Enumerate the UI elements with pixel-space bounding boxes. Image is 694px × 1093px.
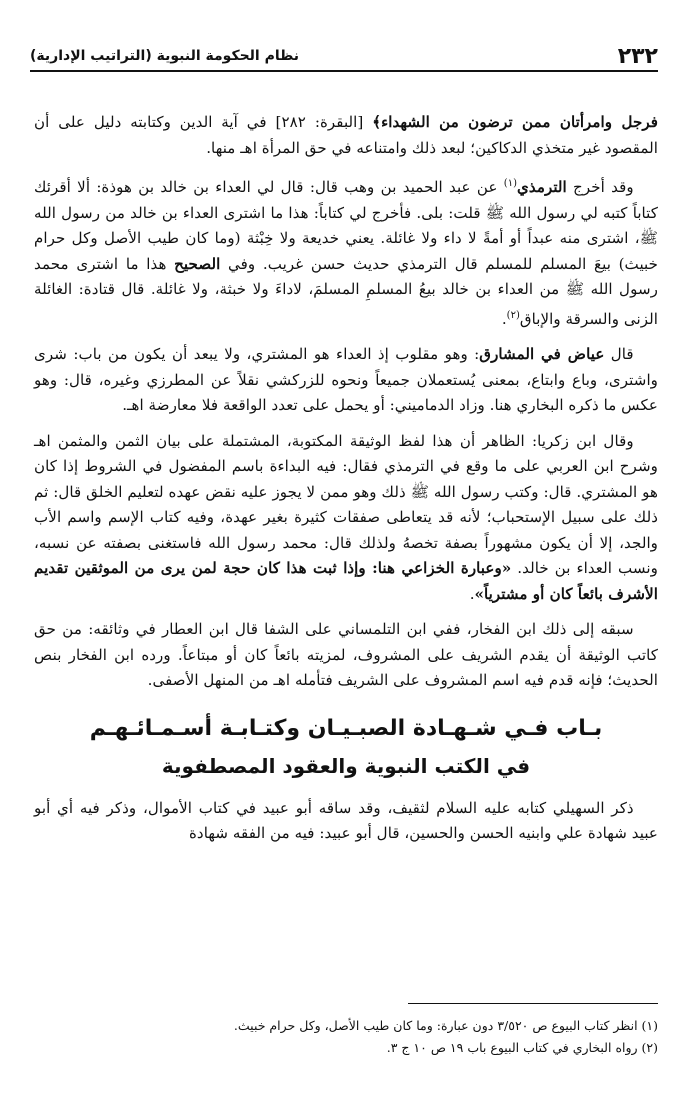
bold-quote: «وعبارة الخزاعي هنا: وإذا ثبت هذا كان حجة لمن يرى من الموثقين تقديم الأشرف بائعاً كان أو مشترياً»: [34, 559, 658, 603]
footnote-ref: (١): [503, 178, 517, 189]
bold-term: الصحيح: [174, 254, 221, 273]
paragraph: سبقه إلى ذلك ابن الفخار، ففي ابن التلمساني على الشفا قال ابن العطار في وثائقه: من حق كاتب الوثيقة أن يقدم الشريف على المشروف، لمزيته بائعاً كان أو مبتاعاً. ورده ابن الفخار بنص الحديث؛ فإنه قدم فيه اسم المشروف على الشريف فتأمله اهـ من المنهل الأصفى.: [34, 620, 658, 690]
heading-line-2: في الكتب النبوية والعقود المصطفوية: [161, 753, 531, 778]
running-title: نظام الحكومة النبوية (التراتيب الإدارية): [30, 48, 300, 64]
paragraph-text: [البقرة: ٢٨٢] في آية الدين وكتابته دليل على أن المقصود غير متخذي الدكاكين؛ لبعد ذلك وامتناعه في حق المرأة اهـ منها.: [34, 113, 658, 157]
footnote-2: (٢) رواه البخاري في كتاب البيوع باب ١٩ ص ١٠ ج ٣.: [386, 1040, 658, 1055]
footnotes: [34, 1015, 658, 1059]
paragraph-text: : وهو مقلوب إذ العداء هو المشتري، ولا يبعد أن يكون من باب: شرى واشترى، وباع وابتاع، بمعنى يُستعملان جميعاً ونحوه للزركشي نقلاً عن المطرزي وغيره، قال: وهو عكس ما ذكره البخاري هنا. وزاد الدماميني: أو يحمل على تعدد الواقعة فلا معارضة اهـ.: [34, 345, 658, 415]
bold-term: الترمذي: [516, 178, 567, 197]
paragraph-text: قال: [604, 345, 634, 364]
page-body: [34, 110, 658, 857]
paragraph-text: .: [469, 584, 475, 603]
paragraph-text: وقد أخرج: [566, 178, 634, 197]
section-heading: [34, 710, 658, 784]
paragraph: [34, 429, 658, 608]
paragraph-text: هذا ما اشترى محمد رسول الله ﷺ من العداء بن خالد بيعُ المسلمِ المسلمَ، لاداءَ ولا خبثة، ولا غائلة. قال قتادة: الغائلة الزنى والسرقة والإباق: [34, 254, 658, 328]
paragraph: ذكر السهيلي كتابه عليه السلام لثقيف، وقد ساقه أبو عبيد في كتاب الأموال، وذكر فيه أي أبو عبيد شهادة علي وابنيه الحسن والحسين، قال أبو عبيد: فيه من الفقه شهادة: [34, 798, 658, 843]
page-header: [30, 42, 658, 72]
footnote-ref: (٢): [506, 309, 520, 321]
bold-term: عياض في المشارق: [479, 345, 605, 364]
paragraph: [34, 110, 658, 161]
paragraph-text: وقال ابن زكريا: الظاهر أن هذا لفظ الوثيقة المكتوبة، المشتملة على بيان الثمن والمثمن اهـ وشرح ابن العربي على ما وقع في الترمذي فقال: فيه البداءة باسم المفضول في الشروط إذا كان هو المشتري. قال: وكتب رسول الله ﷺ ذلك وهو ممن لا يجوز عليه نقض عهده لتعليم الخلق قال: ثم ذلك على سبيل الإستحباب؛ لأنه قد يتعاطى صفقات كثيرة بغير عهدة، وفيه كتاب الإسم واسم الأب والجد، إلا أن يكون مشهوراً بصفة تخصهُ ولذلك قال: محمد رسول الله فاستغنى بصفته عن نسبه، ونسب العداء بن خالد.: [34, 431, 658, 578]
footnote-1: (١) انظر كتاب البيوع ص ٣/٥٢٠ دون عبارة: وما كان طيب الأصل، وكل حرام خبيث.: [233, 1018, 658, 1033]
page-number: ٢٣٢: [617, 43, 658, 69]
paragraph: [34, 342, 658, 419]
footnote-divider: [408, 1003, 658, 1004]
quran-quote: فرجل وامرأتان ممن ترضون من الشهداء﴾: [372, 113, 658, 131]
paragraph-text: عن عبد الحميد بن وهب قال: قال لي العداء بن خالد بن هوذة: ألا أقرئك كتاباً كتبه لي رسول الله ﷺ قلت: بلى. فأخرج لي كتاباً: هذا ما اشترى العداء بن خالد من رسول الله ﷺ، اشترى منه عبداً أو أمةً لا داء ولا غائلة. يعني خديعة ولا خِبْثة (وما كان طيب الأصل وكل حرام خبيث) بيعَ المسلم للمسلم قال الترمذي حديث حسن غريب. وفي: [34, 178, 658, 273]
paragraph-text: .: [501, 309, 507, 328]
paragraph: [34, 171, 658, 332]
heading-line-1: بـاب فـي شـهـادة الصبـيـان وكتـابـة أسـمـائـهـم: [89, 715, 603, 741]
